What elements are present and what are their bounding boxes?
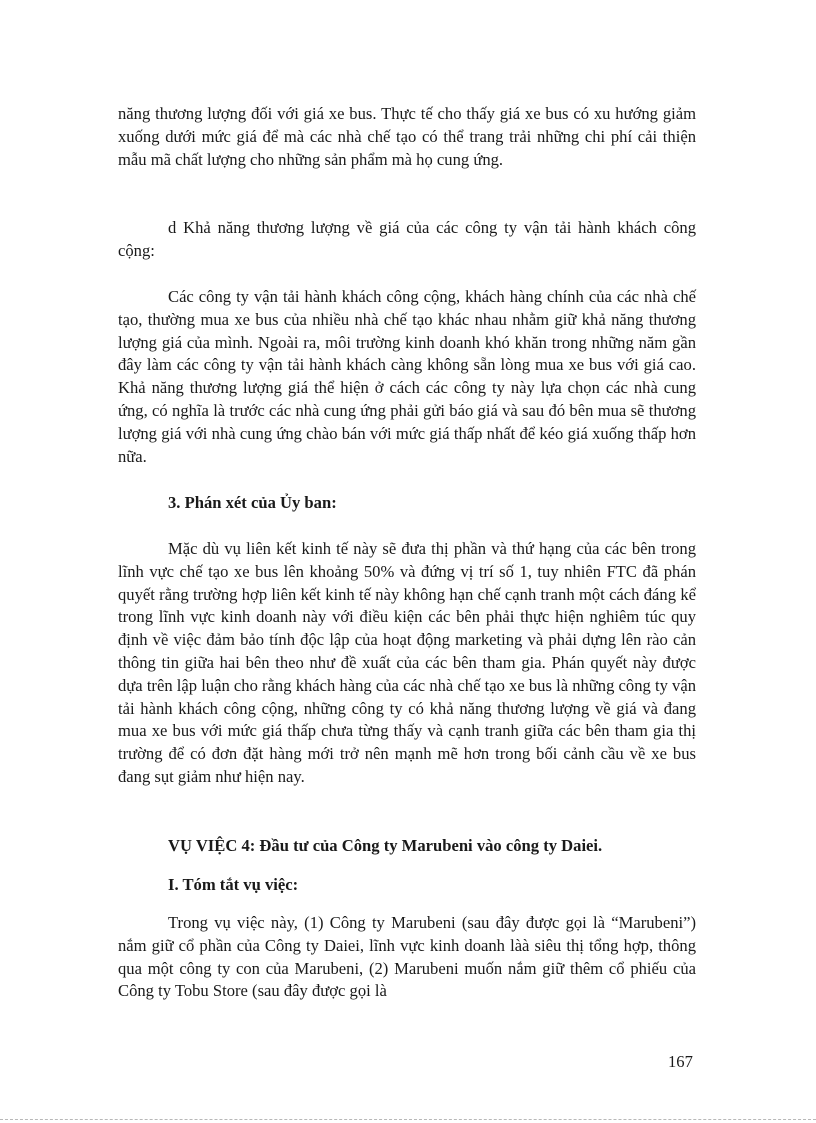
section-heading-committee-judgment: 3. Phán xét của Ủy ban: — [168, 493, 337, 512]
case-heading-marubeni-daiei: VỤ VIỆC 4: Đầu tư của Công ty Marubeni vào công ty Daiei. — [168, 836, 603, 855]
page-bottom-divider — [0, 1119, 816, 1120]
body-paragraph-bus-price: năng thương lượng đối với giá xe bus. Thực tế cho thấy giá xe bus có xu hướng giảm xuống dưới mức giá để mà các nhà chế tạo có thể trang trải những chi phí cải thiện mẫu mã chất lượng cho những sản phẩm mà họ cung ứng. — [118, 104, 696, 169]
subsection-title-bargaining-power: d Khả năng thương lượng về giá của các công ty vận tải hành khách công cộng: — [118, 218, 696, 260]
body-paragraph-transport-companies: Các công ty vận tải hành khách công cộng, khách hàng chính của các nhà chế tạo, thường mua xe bus của nhiều nhà chế tạo khác nhau nhằm giữ khả năng thương lượng giá của mình. Ngoài ra, môi trường kinh doanh khó khăn trong những năm gần đây làm các công ty vận tải hành khách càng không sẵn lòng mua xe bus với giá cao. Khả năng thương lượng giá thể hiện ở cách các công ty này lựa chọn các nhà cung ứng, có nghĩa là trước các nhà cung ứng phải gửi báo giá và sau đó bên mua sẽ thương lượng giá với nhà cung ứng chào bán với mức giá thấp nhất để kéo giá xuống thấp hơn nữa. — [118, 287, 696, 466]
body-paragraph-ftc-ruling: Mặc dù vụ liên kết kinh tế này sẽ đưa thị phần và thứ hạng của các bên trong lĩnh vực chế tạo xe bus lên khoảng 50% và đứng vị trí số 1, tuy nhiên FTC đã phán quyết rằng trường hợp liên kết kinh tế này không hạn chế cạnh tranh một cách đáng kể trong lĩnh vực kinh doanh này với điều kiện các bên phải thực hiện nghiêm túc quy định về việc đảm bảo tính độc lập của hoạt động marketing và phải dựng lên rào cản thông tin giữa hai bên theo như đề xuất của các bên tham gia. Phán quyết này được dựa trên lập luận cho rằng khách hàng của các nhà chế tạo xe bus là những công ty vận tải hành khách công cộng, những công ty có khả năng thương lượng về giá và đang mua xe bus với mức giá thấp chưa từng thấy và cạnh tranh giữa các bên tham gia thị trường để có đơn đặt hàng mới trở nên mạnh mẽ hơn trong bối cảnh cầu về xe bus đang sụt giảm như hiện nay. — [118, 539, 696, 786]
body-paragraph-marubeni-shares: Trong vụ việc này, (1) Công ty Marubeni (sau đây được gọi là “Marubeni”) nắm giữ cổ phần của Công ty Daiei, lĩnh vực kinh doanh làà siêu thị tổng hợp, thông qua một công ty con của Marubeni, (2) Marubeni muốn nắm giữ thêm cổ phiếu của Công ty Tobu Store (sau đây được gọi là — [118, 913, 696, 1001]
page-number: 167 — [668, 1052, 693, 1071]
section-heading-case-summary: I. Tóm tắt vụ việc: — [168, 875, 299, 894]
